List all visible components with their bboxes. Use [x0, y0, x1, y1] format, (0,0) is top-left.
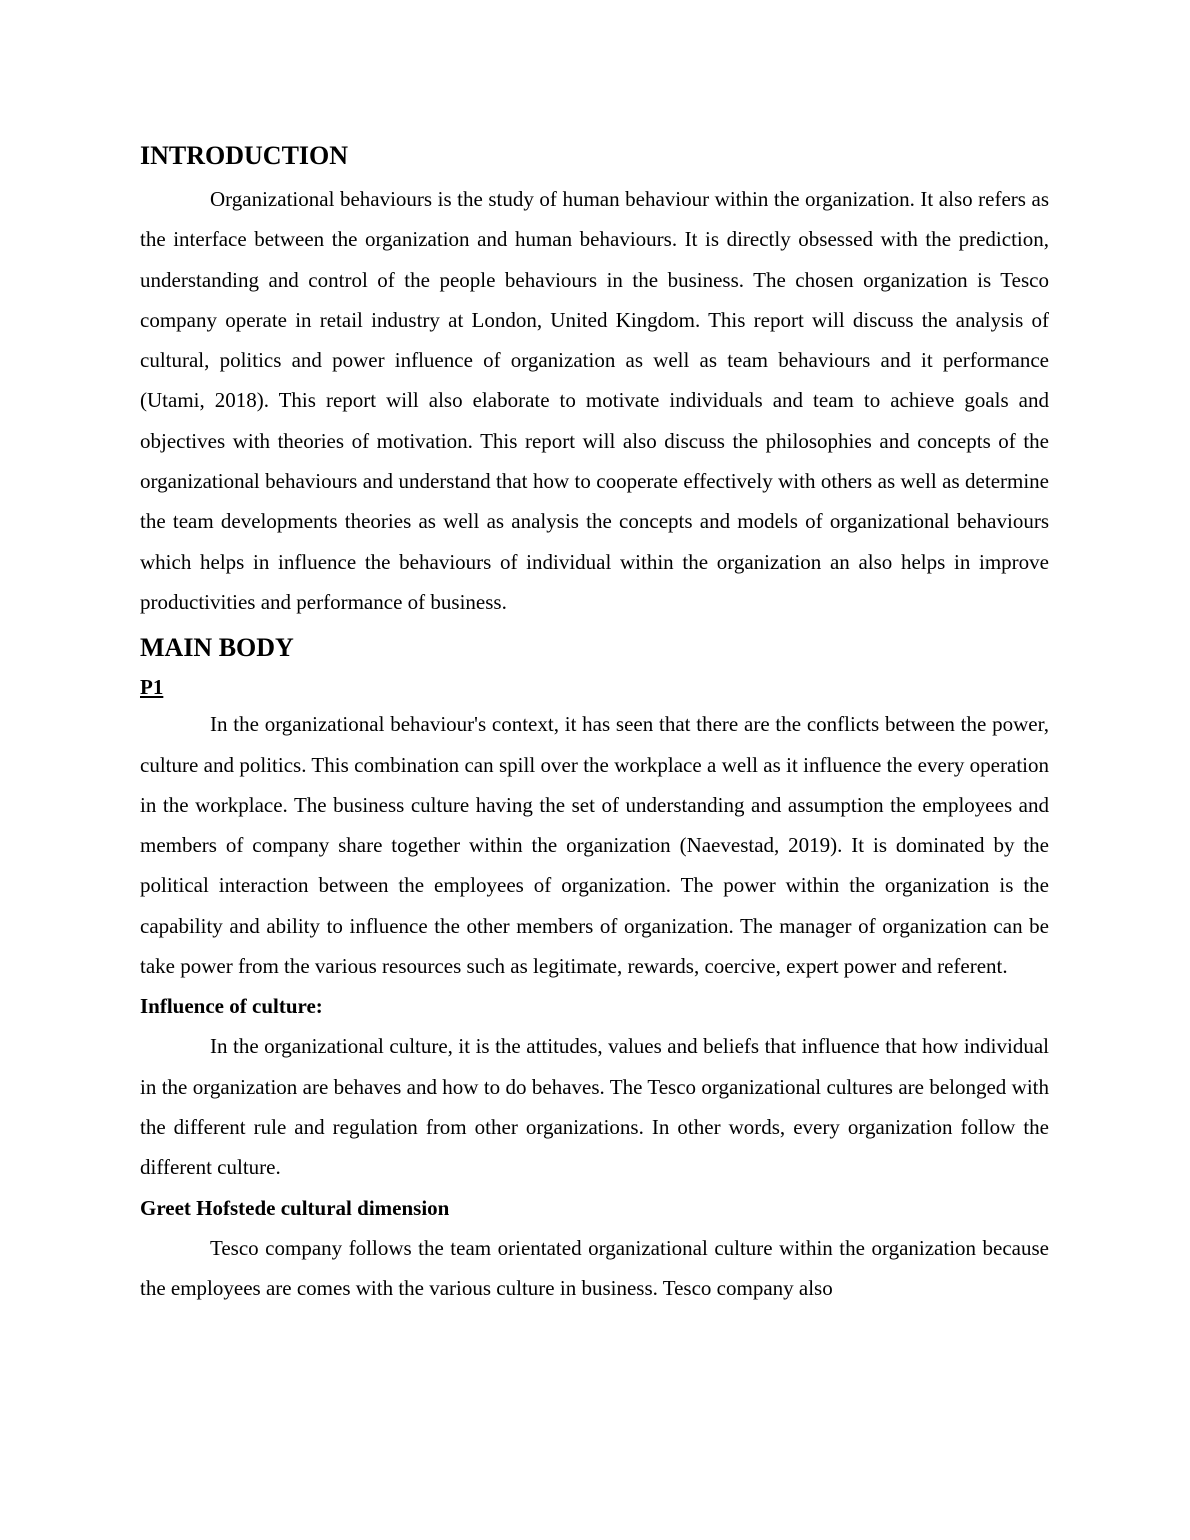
- influence-of-culture-paragraph: In the organizational culture, it is the attitudes, values and beliefs that influence that how individual in the organization are behaves and how to do behaves. The Tesco organizational cultures are belonged with the different rule and regulation from other organizations. In other words, every organization follow the different culture.: [140, 1034, 1049, 1180]
- p1-heading: P1: [140, 675, 164, 700]
- introduction-heading: INTRODUCTION: [140, 141, 349, 170]
- p1-paragraph: In the organizational behaviour's context, it has seen that there are the conflicts between the power, culture and politics. This combination can spill over the workplace a well as it influence the every operation in the workplace. The business culture having the set of understanding and assumption the employees and members of company share together within the organization (Naevestad, 2019). It is dominated by the political interaction between the employees of organization. The power within the organization is the capability and ability to influence the other members of organization. The manager of organization can be take power from the various resources such as legitimate, rewards, coercive, expert power and referent.: [140, 712, 1049, 979]
- influence-of-culture-heading: Influence of culture:: [140, 994, 323, 1019]
- hofstede-heading: Greet Hofstede cultural dimension: [140, 1195, 450, 1220]
- document-page: [140, 138, 1049, 1308]
- hofstede-paragraph: Tesco company follows the team orientated organizational culture within the organization because the employees are comes with the various culture in business. Tesco company also: [140, 1235, 1049, 1300]
- introduction-paragraph: Organizational behaviours is the study of human behaviour within the organization. It also refers as the interface between the organization and human behaviours. It is directly obsessed with the prediction, understanding and control of the people behaviours in the business. The chosen organization is Tesco company operate in retail industry at London, United Kingdom. This report will discuss the analysis of cultural, politics and power influence of organization as well as team behaviours and it performance (Utami, 2018). This report will also elaborate to motivate individuals and team to achieve goals and objectives with theories of motivation. This report will also discuss the philosophies and concepts of the organizational behaviours and understand that how to cooperate effectively with others as well as determine the team developments theories as well as analysis the concepts and models of organizational behaviours which helps in influence the behaviours of individual within the organization an also helps in improve productivities and performance of business.: [140, 187, 1049, 614]
- main-body-heading: MAIN BODY: [140, 633, 294, 663]
